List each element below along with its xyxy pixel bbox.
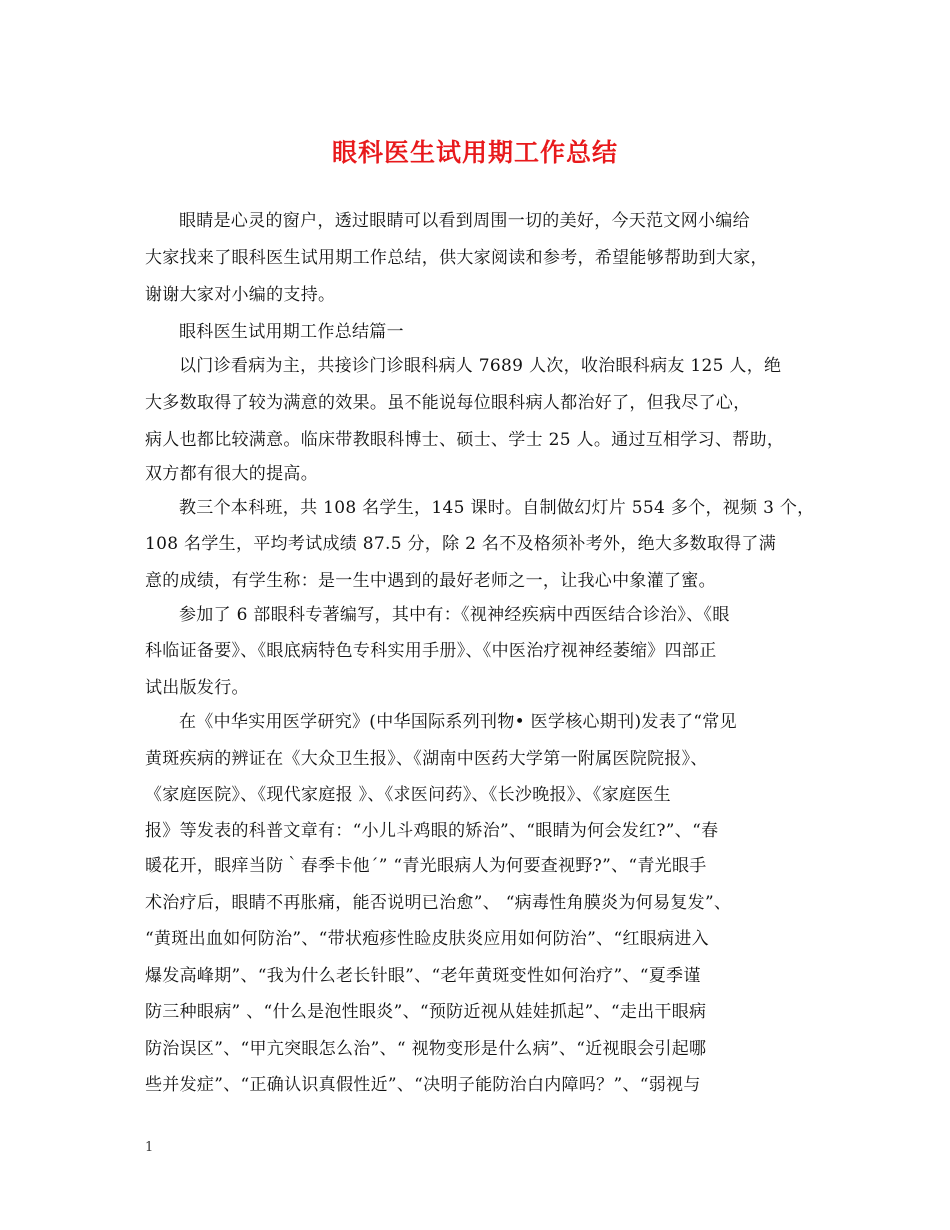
paragraph-line: 科临证备要》、《眼底病特色专科实用手册》、《中医治疗视神经萎缩》四部正	[145, 641, 717, 661]
paragraph-line: 试出版发行。	[145, 678, 249, 698]
paragraph-line: 教三个本科班，共 108 名学生，145 课时。自制做幻灯片 554 多个，视频 3 个，	[179, 498, 815, 518]
paragraph-line: 报》等发表的科普文章有：“小儿斗鸡眼的矫治”、“眼睛为何会发红?”、“春	[145, 821, 719, 841]
paragraph-line: 谢谢大家对小编的支持。	[145, 285, 336, 305]
paragraph-line: 防治误区”、“甲亢突眼怎么治”、“ 视物变形是什么病”、“近视眼会引起哪	[145, 1039, 707, 1059]
paragraph-line: 意的成绩，有学生称：是一生中遇到的最好老师之一，让我心中象灌了蜜。	[145, 571, 716, 591]
paragraph-line: 在《中华实用医学研究》(中华国际系列刊物• 医学核心期刊)发表了“常见	[179, 712, 737, 732]
paragraph-line: 黄斑疾病的辨证在《大众卫生报》、《湖南中医药大学第一附属医院院报》、	[145, 749, 708, 769]
paragraph-line: 眼睛是心灵的窗户，透过眼睛可以看到周围一切的美好，今天范文网小编给	[179, 211, 750, 231]
paragraph-line: 爆发高峰期”、“我为什么老长针眼”、“老年黄斑变性如何治疗”、“夏季谨	[145, 966, 701, 986]
paragraph-line: 防三种眼病” 、“什么是泡性眼炎”、“预防近视从娃娃抓起”、“走出干眼病	[145, 1002, 707, 1022]
paragraph-line: 双方都有很大的提高。	[145, 464, 318, 484]
paragraph-line: “黄斑出血如何防治”、“带状疱疹性睑皮肤炎应用如何防治”、“红眼病进入	[145, 929, 709, 949]
paragraph-line: 暖花开，眼痒当防｀春季卡他´” “青光眼病人为何要查视野?”、“青光眼手	[145, 856, 707, 876]
paragraph-line: 108 名学生，平均考试成绩 87.5 分，除 2 名不及格须补考外，绝大多数取得了满	[145, 534, 777, 554]
paragraph-line: 大家找来了眼科医生试用期工作总结，供大家阅读和参考，希望能够帮助到大家，	[145, 248, 768, 268]
paragraph-line: 参加了 6 部眼科专著编写，其中有：《视神经疾病中西医结合诊治》、《眼	[179, 605, 730, 625]
paragraph-line: 以门诊看病为主，共接诊门诊眼科病人 7689 人次，收治眼科病友 125 人，绝	[179, 356, 782, 376]
document-title: 眼科医生试用期工作总结	[331, 138, 618, 167]
paragraph-line: 术治疗后，眼睛不再胀痛，能否说明已治愈”、 “病毒性角膜炎为何易复发”、	[145, 893, 732, 913]
paragraph-line: 些并发症”、“正确认识真假性近”、“决明子能防治白内障吗？”、“弱视与	[145, 1075, 701, 1095]
page-number: 1	[145, 1140, 154, 1155]
section-heading: 眼科医生试用期工作总结篇一	[179, 322, 404, 342]
paragraph-line: 大多数取得了较为满意的效果。虽不能说每位眼科病人都治好了，但我尽了心，	[145, 393, 751, 413]
paragraph-line: 《家庭医院》、《现代家庭报 》、《求医问药》、《长沙晚报》、《家庭医生	[145, 785, 671, 805]
paragraph-line: 病人也都比较满意。临床带教眼科博士、硕士、学士 25 人。通过互相学习、帮助，	[145, 430, 785, 450]
